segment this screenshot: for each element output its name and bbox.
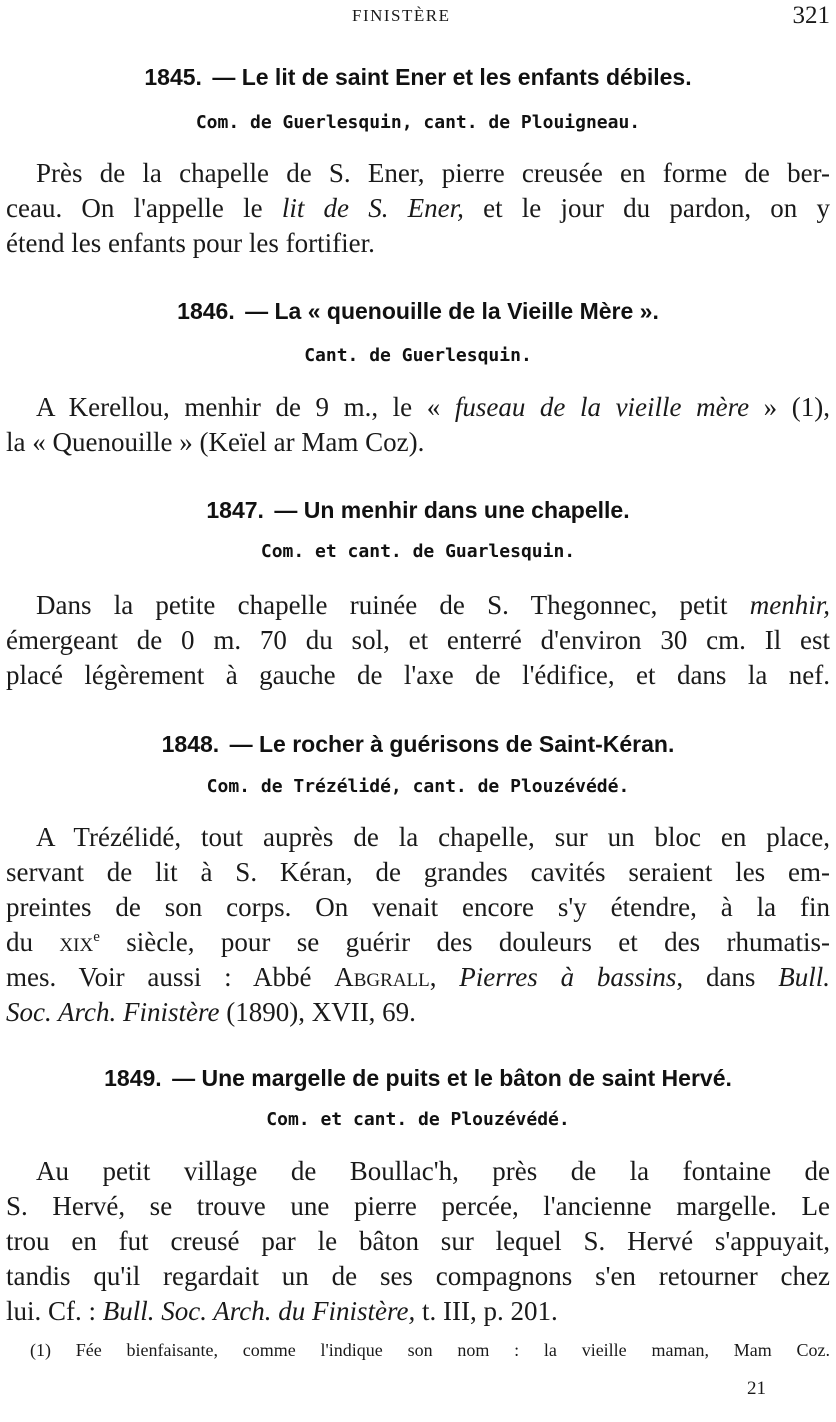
- text-line: placé légèrement à gauche de l'axe de l'édifice, et dans la nef.: [6, 660, 830, 690]
- entry-number: 1848.: [161, 731, 220, 757]
- text-line: du xix$^e$ siècle, pour se guérir des douleurs et des rhumatis-: [6, 927, 831, 957]
- text-line: Près de la chapelle de S. Ener, pierre creusée en forme de ber-: [36, 158, 830, 188]
- entry-location-1849: Com. et cant. de Plouzévédé.: [266, 1109, 570, 1130]
- text-line: Soc. Arch. Finistère (1890), XVII, 69.: [6, 997, 416, 1027]
- entry-text-1848: [6, 820, 830, 1030]
- signature-mark: 21: [747, 1378, 766, 1399]
- entry-title: Un menhir dans une chapelle.: [303, 497, 630, 523]
- entry-dash: —: [274, 497, 298, 523]
- entry-dash: —: [212, 64, 236, 90]
- entry-title: Le lit de saint Ener et les enfants débiles.: [241, 64, 692, 90]
- text-line: Dans la petite chapelle ruinée de S. Thegonnec, petit menhir,: [36, 590, 830, 620]
- text-line: A Kerellou, menhir de 9 m., le « fuseau de la vieille mère » (1),: [36, 392, 830, 422]
- entry-dash: —: [172, 1065, 196, 1091]
- entry-location-1848: Com. de Trézélidé, cant. de Plouzévédé.: [206, 776, 630, 797]
- text-line: mes. Voir aussi : Abbé Abgrall, Pierres à bassins, dans Bull.: [6, 962, 830, 992]
- entry-title: La « quenouille de la Vieille Mère ».: [274, 298, 659, 324]
- text-line: émergeant de 0 m. 70 du sol, et enterré d'environ 30 cm. Il est: [6, 625, 830, 655]
- text-line: trou en fut creusé par le bâton sur lequel S. Hervé s'appuyait,: [6, 1226, 830, 1256]
- entry-number: 1845.: [144, 64, 202, 90]
- running-head-title: FINISTÈRE: [352, 6, 451, 25]
- entry-text-1846: [6, 390, 830, 460]
- entry-location-1847: Com. et cant. de Guarlesquin.: [260, 541, 576, 562]
- text-line: tandis qu'il regardait un de ses compagnons s'en retourner chez: [6, 1261, 830, 1291]
- text-line: servant de lit à S. Kéran, de grandes cavités seraient les em-: [6, 857, 830, 887]
- running-head: [0, 2, 836, 30]
- text-line: la « Quenouille » (Keïel ar Mam Coz).: [6, 427, 425, 457]
- text-line: S. Hervé, se trouve une pierre percée, l'ancienne margelle. Le: [6, 1191, 830, 1221]
- entry-number: 1849.: [104, 1065, 162, 1091]
- page-number: 321: [792, 2, 830, 29]
- entry-text-1845: [6, 156, 830, 261]
- entry-heading-1845: [0, 64, 836, 91]
- entry-text-1847: [6, 588, 830, 693]
- entry-title: Une margelle de puits et le bâton de saint Hervé.: [201, 1065, 732, 1091]
- entry-text-1849: [6, 1154, 830, 1329]
- entry-heading-1847: [0, 497, 836, 524]
- entry-dash: —: [245, 298, 269, 324]
- text-line: ceau. On l'appelle le lit de S. Ener, et le jour du pardon, on y: [6, 193, 830, 223]
- entry-heading-1848: [0, 731, 836, 758]
- entry-dash: —: [229, 731, 253, 757]
- entry-location-1846: Cant. de Guerlesquin.: [304, 345, 532, 366]
- entry-location-1845: Com. de Guerlesquin, cant. de Plouigneau.: [195, 112, 641, 133]
- text-line: étend les enfants pour les fortifier.: [6, 228, 375, 258]
- footnote: (1) Fée bienfaisante, comme l'indique son nom : la vieille maman, Mam Coz.: [30, 1340, 830, 1360]
- text-line: lui. Cf. : Bull. Soc. Arch. du Finistère, t. III, p. 201.: [6, 1296, 558, 1326]
- entry-heading-1846: [0, 298, 836, 325]
- text-line: preintes de son corps. On venait encore s'y étendre, à la fin: [6, 892, 830, 922]
- entry-title: Le rocher à guérisons de Saint-Kéran.: [258, 731, 675, 757]
- text-line: A Trézélidé, tout auprès de la chapelle, sur un bloc en place,: [36, 822, 830, 852]
- text-line: Au petit village de Boullac'h, près de la fontaine de: [36, 1156, 830, 1186]
- entry-heading-1849: [0, 1065, 836, 1092]
- entry-number: 1846.: [177, 298, 235, 324]
- entry-number: 1847.: [206, 497, 264, 523]
